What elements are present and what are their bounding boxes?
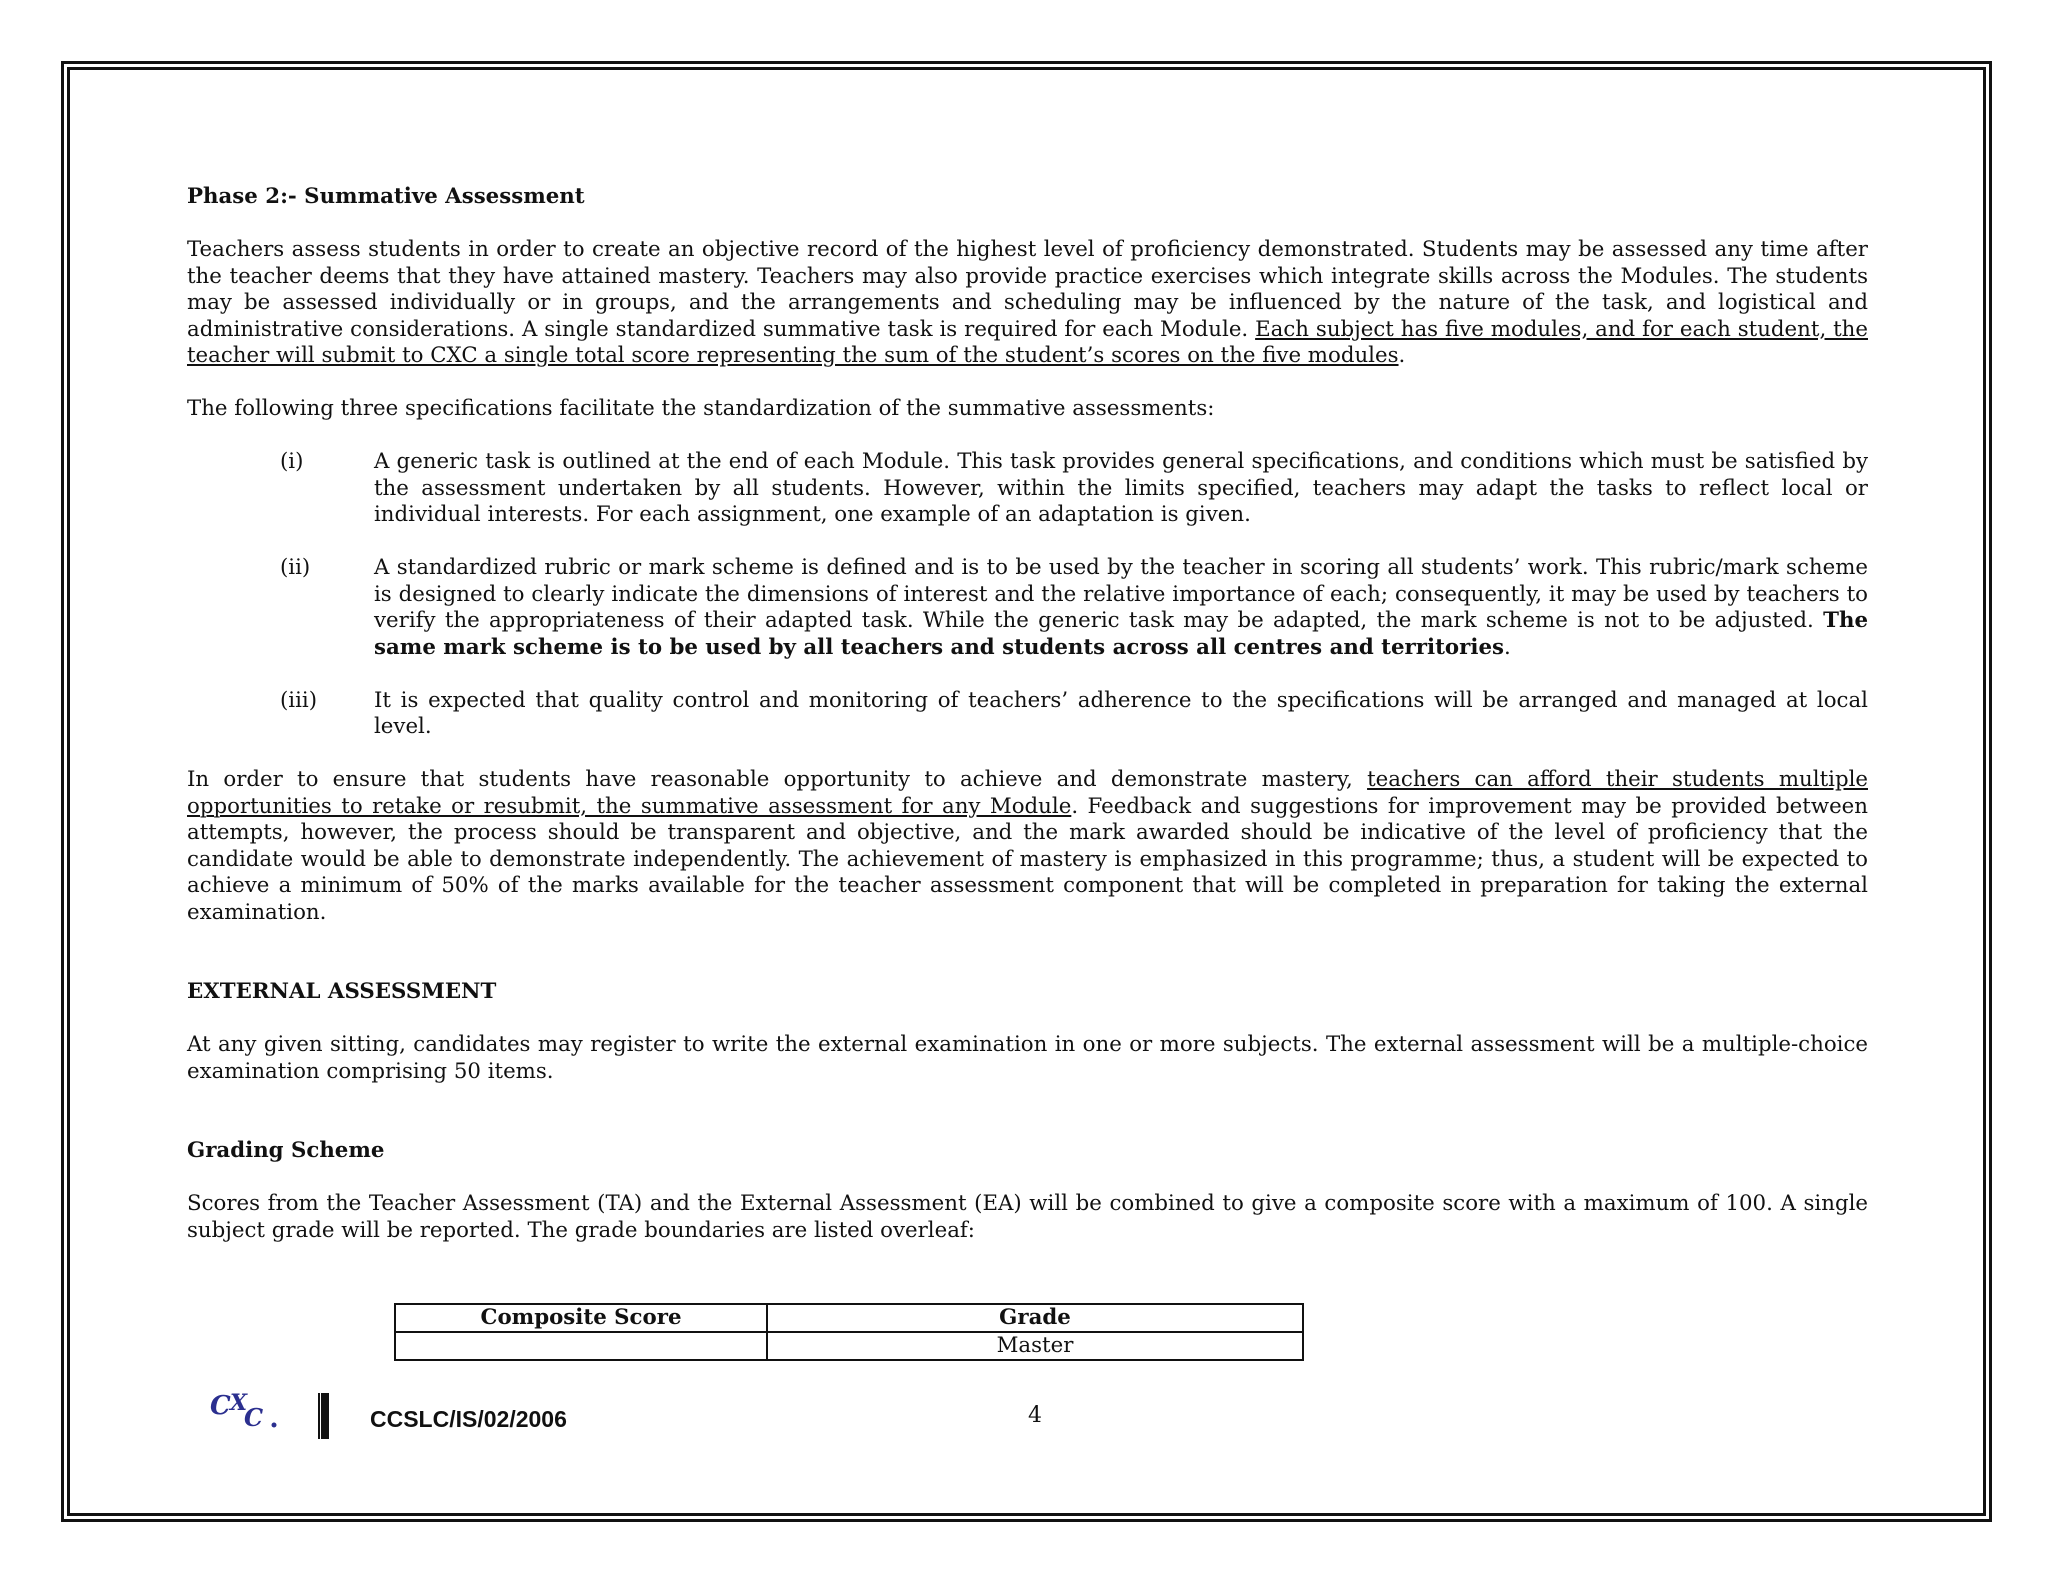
logo-letter-c1: C xyxy=(210,1391,231,1421)
mark-scheme-emphasis: The same mark scheme is to be used by all teachers and students across all centres and territories xyxy=(374,608,1868,660)
list-item-text: A generic task is outlined at the end of each Module. This task provides general specifications, and conditions which must be satisfied by the assessment undertaken by all students. However, within the limits specified, teachers may adapt the tasks to reflect local or individual interests. For each assignment, one example of an adaptation is given. xyxy=(374,449,1868,527)
list-item-number: (iii) xyxy=(280,687,318,713)
footer-divider-thin xyxy=(318,1393,320,1439)
external-assessment-heading: EXTERNAL ASSESSMENT xyxy=(187,979,497,1004)
list-item-text: It is expected that quality control and monitoring of teachers’ adherence to the specifications will be arranged and managed at local level. xyxy=(374,687,1868,739)
logo-letter-c2: C xyxy=(244,1403,264,1432)
retake-note: teachers can afford their students multiple opportunities to retake or resubmit, the summative assessment for any Module xyxy=(187,767,1868,819)
column-header-composite-score: Composite Score xyxy=(395,1304,767,1332)
phase2-heading: Phase 2:- Summative Assessment xyxy=(187,184,585,209)
logo-letter-x: X xyxy=(230,1390,248,1416)
list-item xyxy=(187,449,1868,529)
list-item xyxy=(187,688,1868,741)
phase2-paragraph-1: Teachers assess students in order to create an objective record of the highest level of proficiency demonstrated. Students may be assessed any time after the teacher deems that they have attained mastery. Teachers may also provide practice exercises which integrate skills across the Modules. The students may be assessed individually or in groups, and the arrangements and scheduling may be influenced by the nature of the task, and logistical and administrative considerations. A single standardized summative task is required for each Module. Each subject has five modules, and for each student, the teacher will submit to CXC a single total score representing the sum of the student’s scores on the five modules. xyxy=(187,237,1868,368)
column-header-grade: Grade xyxy=(767,1304,1303,1332)
specification-list xyxy=(187,449,1868,741)
phase2-paragraph-3: In order to ensure that students have reasonable opportunity to achieve and demonstrate mastery, teachers can afford their students multiple opportunities to retake or resubmit, the summative assessment for any Module. Feedback and suggestions for improvement may be provided between attempts, however, the process should be transparent and objective, and the mark awarded should be indicative of the level of proficiency that the candidate would be able to demonstrate independently. The achievement of mastery is emphasized in this programme; thus, a student will be expected to achieve a minimum of 50% of the marks available for the teacher assessment component that will be completed in preparation for taking the external examination. xyxy=(187,767,1868,925)
table-row xyxy=(395,1332,1303,1360)
footer-divider xyxy=(321,1393,329,1439)
list-item-number: (i) xyxy=(280,449,304,474)
table-header-row xyxy=(395,1304,1303,1332)
table-cell-grade: Master xyxy=(767,1332,1303,1360)
document-body xyxy=(187,184,1868,1244)
page-number: 4 xyxy=(1028,1403,1042,1428)
list-item-text: A standardized rubric or mark scheme is defined and is to be used by the teacher in scoring all students’ work. This rubric/mark scheme is designed to clearly indicate the dimensions of interest and the relative importance of each; consequently, it may be used by teachers to verify the appropriateness of their adapted task. While the generic task may be adapted, the mark scheme is not to be adjusted. The same mark scheme is to be used by all teachers and students across all centres and territories. xyxy=(374,555,1868,660)
grading-scheme-text: Scores from the Teacher Assessment (TA) and the External Assessment (EA) will be combined to give a composite score with a maximum of 100. A single subject grade will be reported. The grade boundaries are listed overleaf: xyxy=(187,1191,1868,1243)
cxc-logo-icon xyxy=(208,1388,282,1432)
grading-scheme-heading: Grading Scheme xyxy=(187,1138,385,1163)
table-cell-score xyxy=(395,1332,767,1360)
external-assessment-text: At any given sitting, candidates may register to write the external examination in one or more subjects. The external assessment will be a multiple-choice examination comprising 50 items. xyxy=(187,1032,1868,1084)
submission-note: Each subject has five modules, and for each student, the teacher will submit to CXC a single total score representing the sum of the student’s scores on the five modules xyxy=(187,316,1868,368)
list-item xyxy=(187,555,1868,661)
list-item-number: (ii) xyxy=(280,555,311,580)
document-code: CCSLC/IS/02/2006 xyxy=(370,1406,567,1432)
grade-boundary-table xyxy=(394,1303,1304,1361)
phase2-paragraph-2: The following three specifications facilitate the standardization of the summative assessments: xyxy=(187,396,1215,421)
